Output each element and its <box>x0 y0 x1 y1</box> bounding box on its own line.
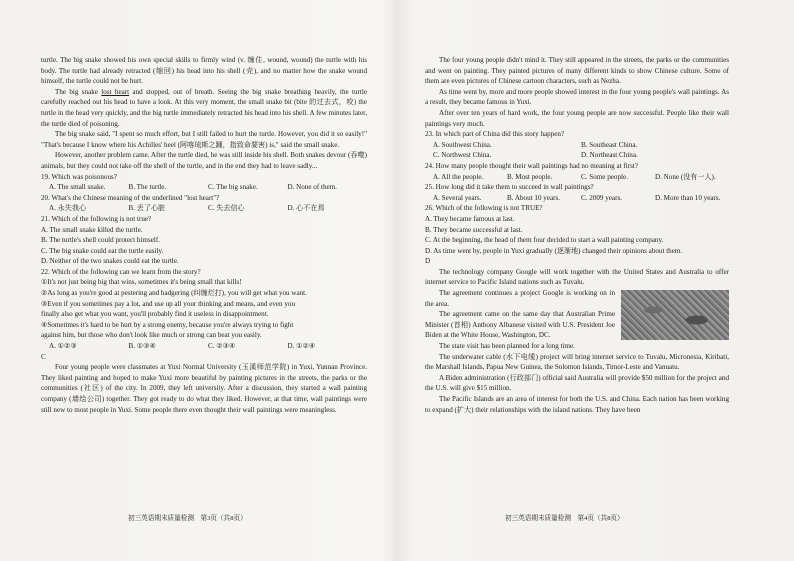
para: A Biden administration (行政部门) official said Australia will provide $50 million for the project and the U.S. will give $15 million. <box>425 373 729 393</box>
para: However, another problem came. After the turtle died, he was still inside his shell. Both snakes devour (吞噬) animals, but they could not take off the shell of the turtle, and in the end they had to leave sadly... <box>41 151 367 170</box>
question-21: 21. Which of the following is not true? <box>41 214 152 223</box>
article-photo <box>621 290 729 340</box>
question-20: 20. What's the Chinese meaning of the underlined "lost heart"? <box>41 193 220 202</box>
right-page: The four young people didn't mind it. They still appeared in the streets, the parks or the communities and went on painting. They painted pictures of many different kinds to show Chinese culture. Some of them are even pictures of Chinese cartoon characters, such as Nezha. As time went by, more and more people showed interest in the four young people's wall paintings. As a result, they became famous in Yuxi. After over ten years of hard work, the four young people are now successful. People like their wall paintings very much. 23. In which part of China did this story happen? A. Southwest China. B. Southeast China. C. Northwest China. D. Northeast China. 24. How many people thought their wall paintings had no meaning at first? A. All the people. B. Most people. C. Some people. D. None (没有一人). 25. How long did it take them to succeed in wall paintings? A. Several years. B. About 10 years. C. 2009 years. D. More than 10 years. 26. Which of the following is not TRUE? A. They became famous at last. B. They became successful at last. C. At the beginning, the head of them four decided to start a wall painting company. D. As time went by, people in Yuxi gradually (逐渐地) changed their opinions about them. D The technology company Google will work together with the United States and Australia to offer internet service to Pacific Island nations such as Tuvalu. The agreement continues a project Google is working on in the area. The agreement came on the same day that Australian Prime Minister (首相) Anthony Albanese visited with U.S. President Joe Biden at the White House, Washington, DC. The state visit has been planned for a long time. The underwater cable (水下电缆) project will bring internet service to Tuvalu, Micronesia, Kiribati, the Marshall Islands, Papua New Guinea, the Solomon Islands, Timor-Leste and Vanuatu. A Biden administration (行政部门) official said Australia will provide $50 million for the project and the U.S. will give $15 million. The Pacific Islands are an area of interest for both the U.S. and China. Each nation has been working to expand (扩大) their relationships with the island nations. They have been <box>425 56 729 414</box>
para: As time went by, more and more people showed interest in the four young people's wall paintings. As a result, they became famous in Yuxi. <box>425 87 729 107</box>
page-footer-left: 初三英语期末质量检测 第3页（共8页） <box>128 515 247 522</box>
para: The underwater cable (水下电缆) project will bring internet service to Tuvalu, Micronesia, Kiribati, the Marshall Islands, Papua New Guinea, the Solomon Islands, Timor-Leste and Vanuatu. <box>425 352 729 372</box>
question-24: 24. How many people thought their wall paintings had no meaning at first? <box>425 161 638 170</box>
question-19: 19. Which was poisonous? <box>41 172 117 181</box>
question-22: 22. Which of the following can we learn from the story? <box>41 267 201 276</box>
question-26: 26. Which of the following is not TRUE? <box>425 204 543 213</box>
para: The state visit has been planned for a long time. <box>439 342 575 351</box>
section-letter: C <box>41 352 46 361</box>
question-23: 23. In which part of China did this story happen? <box>425 130 565 139</box>
para: The four young people didn't mind it. They still appeared in the streets, the parks or the communities and went on painting. They painted pictures of many different kinds to show Chinese culture. Some of them are even pictures of Chinese cartoon characters, such as Nezha. <box>425 56 729 86</box>
para: The agreement continues a project Google is working on in the area. <box>425 289 615 308</box>
para: The big snake lost heart and stopped, out of breath. Seeing the big snake breathing heavily, the turtle carefully reached out his head to have a look. At this very moment, the small snake bit (bite 的过去式，咬) the turtle in the head very quickly, and the big turtle immediately retracted his head into his shell. A few minutes later, the turtle died of poisoning. <box>41 87 367 128</box>
para: The Pacific Islands are an area of interest for both the U.S. and China. Each nation has been working to expand (扩大) their relationships with the island nations. They have been <box>425 395 729 414</box>
left-page: turtle. The big snake showed his own special skills to firmly wind (v. 缠住, wound, wound) the turtle with his body. The turtle had already retracted (缩回) his head into his shell (壳), and no matter how the snake wound himself, the turtle could not be hurt. The big snake lost heart and stopped, out of breath. Seeing the big snake breathing heavily, the turtle carefully reached out his head to have a look. At this very moment, the small snake bit (bite 的过去式，咬) the turtle in the head very quickly, and the big turtle immediately retracted his head into his shell. A few minutes later, the turtle died of poisoning. The big snake said, "I spent so much effort, but I still failed to hurt the turtle. However, you did it so easily!" "That's because I know where his Achilles' heel (阿喀琉斯之踵，指致命要害) is," said the small snake. However, another problem came. After the turtle died, he was still inside his shell. Both snakes devour (吞噬) animals, but they could not take off the shell of the turtle, and in the end they had to leave sadly... 19. Which was poisonous? A. The small snake. B. The turtle. C. The big snake. D. None of them. 20. What's the Chinese meaning of the underlined "lost heart"? A. 永失我心 B. 丢了心脏 C. 失去信心 D. 心不在焉 21. Which of the following is not true? A. The small snake killed the turtle. B. The turtle's shell could protect himself. C. The big snake could eat the turtle easily. D. Neither of the two snakes could eat the turtle. 22. Which of the following can we learn from the story? ①It's not just being big that wins, sometimes it's being small that kills! ②As long as you're good at pestering and badgering (纠缠烂打), you will get what you want. ③Even if you sometimes pay a lot, and use up all your thinking and means, and even you finally also get what you want, you'll probably find it useless in disappointment. ④Sometimes it's hard to be hurt by a strong enemy, because you're always trying to fight against him, but those who don't look like much or strong can beat you easily. A. ①②③ B. ①③④ C. ②③④ D. ①②④ C Four young people were classmates at Yuxi Normal University (玉溪师范学院) in Yuxi, Yunnan Province. They liked painting and hoped to make Yuxi more beautiful by painting pictures in the streets, the parks or the communities (社区) of the city. In 2009, they left university. After a discussion, they started a wall painting company (墙绘公司) together. They got ready to do what they liked. However, at that time, wall paintings were still new to most people in Yuxi. Some people there even thought their wall paintings were meaningless. <box>41 56 367 414</box>
options: A. The small snake. B. The turtle. C. The big snake. D. None of them. <box>49 183 337 192</box>
para: The technology company Google will work together with the United States and Australia to offer internet service to Pacific Island nations such as Tuvalu. <box>425 267 729 287</box>
para: The big snake said, "I spent so much effort, but I still failed to hurt the turtle. However, you did it so easily!" "That's because I know where his Achilles' heel (阿喀琉斯之踵，指致命要害) is," said the small snake. <box>41 130 367 149</box>
options: A. 永失我心 B. 丢了心脏 C. 失去信心 D. 心不在焉 <box>49 204 325 213</box>
options: A. ①②③ B. ①③④ C. ②③④ D. ①②④ <box>49 342 316 351</box>
para: The agreement came on the same day that Australian Prime Minister (首相) Anthony Albanese visited with U.S. President Joe Biden at the White House, Washington, DC. <box>425 310 615 340</box>
para: After over ten years of hard work, the four young people are now successful. People like their wall paintings very much. <box>425 108 729 128</box>
section-letter: D <box>425 257 431 266</box>
page-footer-right: 初三英语期末质量检测 第4页（共8页） <box>505 515 624 522</box>
para: turtle. The big snake showed his own special skills to firmly wind (v. 缠住, wound, wound) the turtle with his body. The turtle had already retracted (缩回) his head into his shell (壳), and no matter how the snake wound himself, the turtle could not be hurt. <box>41 56 367 86</box>
question-25: 25. How long did it take them to succeed in wall paintings? <box>425 183 594 192</box>
para: Four young people were classmates at Yuxi Normal University (玉溪师范学院) in Yuxi, Yunnan Province. They liked painting and hoped to make Yuxi more beautiful by painting pictures in the streets, the parks or the communities (社区) of the city. In 2009, they left university. After a discussion, they started a wall painting company (墙绘公司) together. They got ready to do what they liked. However, at that time, wall paintings were still new to most people in Yuxi. Some people there even thought their wall paintings were meaningless. <box>41 363 367 414</box>
